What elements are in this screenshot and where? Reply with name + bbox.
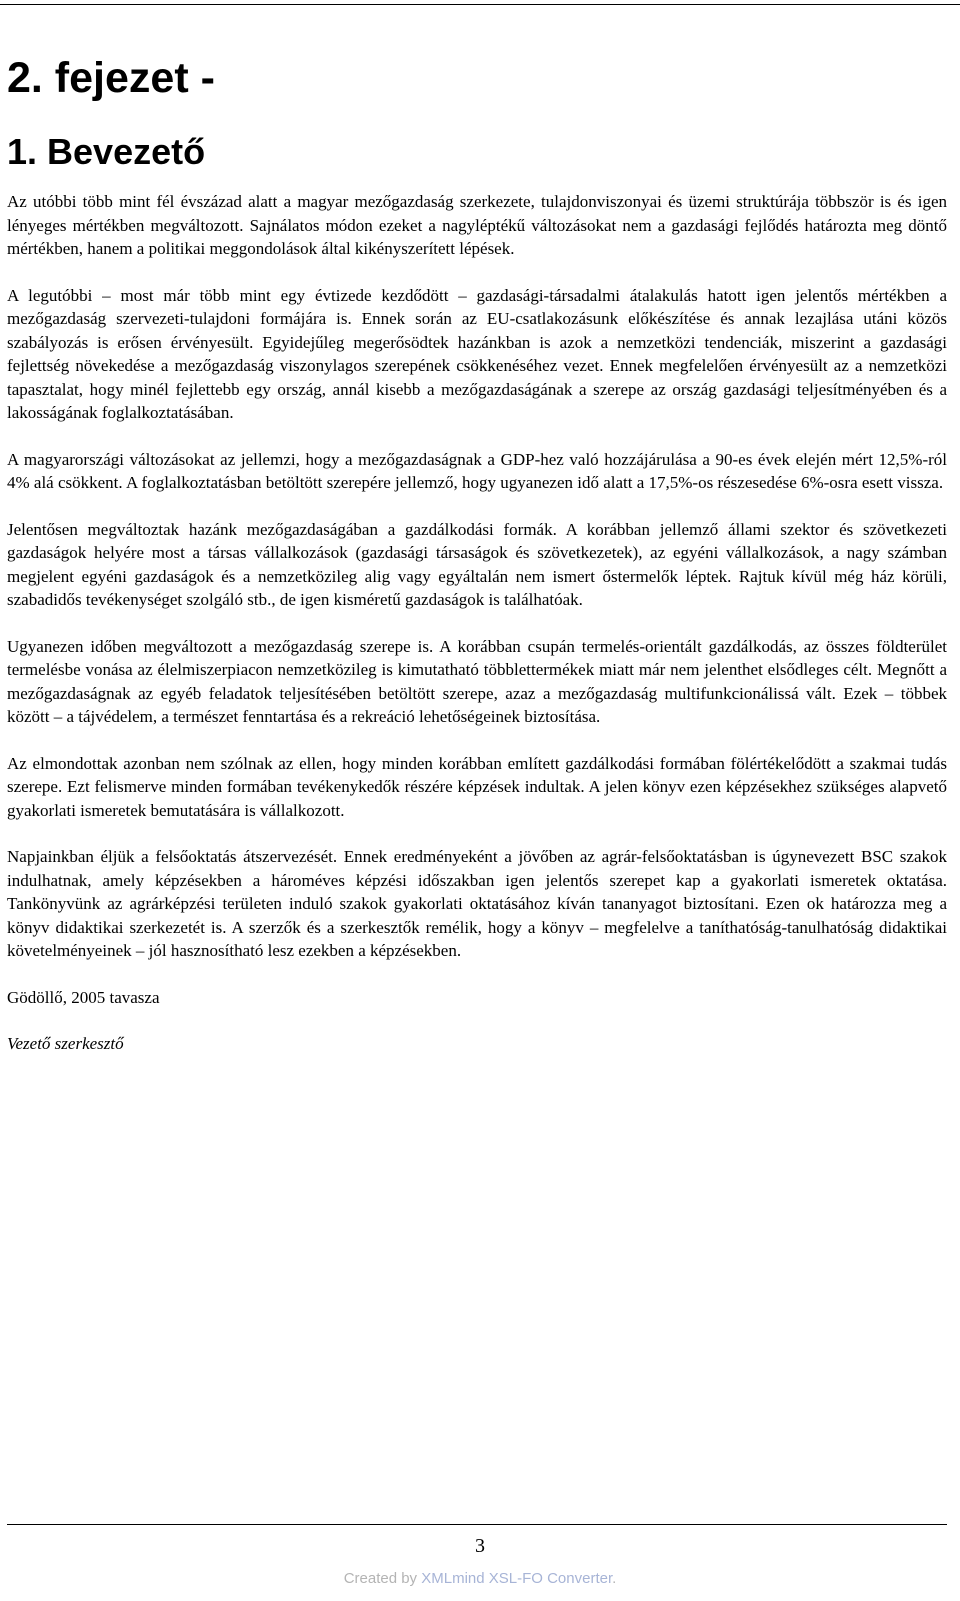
paragraph: Jelentősen megváltoztak hazánk mezőgazdaságában a gazdálkodási formák. A korábban jellemző állami szektor és szövetkezeti gazdaságok helyére most a társas vállalkozások (gazdasági társaságok és szövetkezetek), az egyéni vállalkozások, a nagy számban megjelent egyéni gazdaságok és a nemzetközileg alig vagy egyáltalán nem ismert őstermelők léptek. Rajtuk kívül még ház körüli, szabadidős tevékenységet szolgáló stb., de igen kisméretű gazdaságok is találhatóak. [7,519,947,609]
paragraph: A magyarországi változásokat az jellemzi, hogy a mezőgazdaságnak a GDP-hez való hozzájárulása a 90-es évek elején mért 12,5%-ról 4% alá csökkent. A foglalkoztatásban betöltött szerepére jellemző, hogy ugyanezen idő alatt a 17,5%-os részesedése 6%-osra esett vissza. [7,449,947,492]
chapter-title: 2. fejezet - [7,54,215,102]
paragraph: A legutóbbi – most már több mint egy évtizede kezdődött – gazdasági-társadalmi átalakulás hatott igen jelentős mértékben a mezőgazdaság szervezeti-tulajdoni formájára is. Ennek során az EU-csatlakozásunk előkészítése és annak lezajlása utáni közös szabályozás is erősen érvényesült. Egyidejűleg megerősödtek hazánkban is azok a nemzetközi tendenciák, miszerint a gazdasági fejlettség növekedése a mezőgazdaság viszonylagos szerepének csökkenéséhez vezet. Ennek megfelelően érvényesült az a nemzetközi tapasztalat, hogy minél fejlettebb egy ország, annál kisebb a mezőgazdaságának a szerepe az ország gazdasági teljesítményében és a lakosságának foglalkoztatásában. [7,285,947,422]
body-text [7,190,947,1079]
signature: Vezető szerkesztő [7,1034,124,1053]
section-title: 1. Bevezető [7,131,206,172]
paragraph: Napjainkban éljük a felsőoktatás átszervezését. Ennek eredményeként a jövőben az agrár-felsőoktatásban is úgynevezett BSC szakok indulhatnak, amely képzésekben a hároméves képzési időszakban igen jelentős szerepet kap a gyakorlati ismeretek oktatása. Tankönyvünk az agrárképzési területen induló szakok gyakorlati oktatásához kíván tananyagot biztosítani. Ezen ok határozza meg a könyv didaktikai szerkezetét is. A szerzők és a szerkesztők remélik, hogy a könyv – megfelelve a taníthatóság-tanulhatóság didaktikai követelményeinek – jól hasznosítható lesz ezekben a képzésekben. [7,847,947,960]
place-date: Gödöllő, 2005 tavasza [7,987,160,1007]
converter-link[interactable]: XMLmind XSL-FO Converter [421,1570,613,1587]
converter-footer [0,1570,960,1588]
footer-suffix: . [612,1570,617,1587]
page-number: 3 [475,1535,485,1557]
paragraph: Ugyanezen időben megváltozott a mezőgazdaság szerepe is. A korábban csupán termelés-orientált gazdálkodás, az összes földterület termelésbe vonása az élelmiszerpiacon nemzetközileg is kimutatható többlettermékek miatt már nem jelenthet elsődleges célt. Megnőtt a mezőgazdaságnak az egyéb feladatok teljesítésében betöltött szerepe, azaz a mezőgazdaság multifunkcionálissá vált. Ezek – többek között – a tájvédelem, a természet fenntartása és a rekreáció lehetőségeinek biztosítása. [7,636,947,726]
paragraph: Az elmondottak azonban nem szólnak az ellen, hogy minden korábban említett gazdálkodási formában fölértékelődött a szakmai tudás szerepe. Ezt felismerve minden formában tevékenykedők részére képzések indultak. A jelen könyv ezen képzésekhez szükséges alapvető gyakorlati ismeretek bemutatására is vállalkozott. [7,753,947,820]
header-rule [0,4,960,5]
footer-prefix: Created by [343,1570,422,1587]
footer-rule [7,1524,947,1525]
paragraph: Az utóbbi több mint fél évszázad alatt a magyar mezőgazdaság szerkezete, tulajdonviszonyai és üzemi struktúrája többször is és igen lényeges mértékben megváltozott. Sajnálatos módon ezeket a nagyléptékű változásokat nem a gazdasági fejlődés határozta meg döntő mértékben, hanem a politikai meggondolások által kikényszerített lépések. [7,192,947,258]
